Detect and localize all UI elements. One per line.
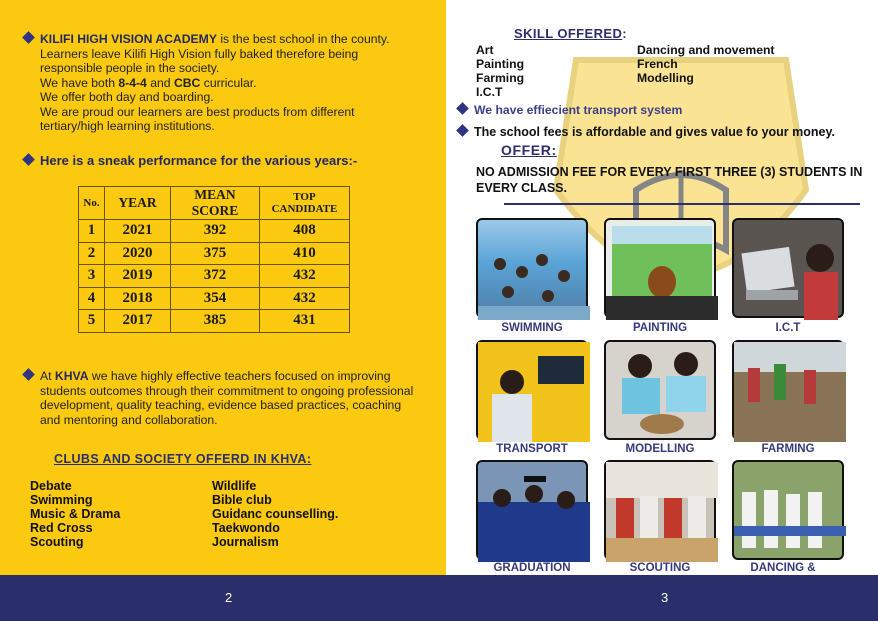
photo-label: I.C.T	[775, 322, 801, 334]
sneak-heading: Here is a sneak performance for the various years:-	[24, 154, 357, 169]
cell-year: 2021	[105, 220, 171, 243]
clubs-list-2	[212, 479, 338, 549]
photo-farming	[732, 340, 844, 440]
list-item: Taekwondo	[212, 521, 280, 535]
table-row	[79, 265, 350, 288]
skills-list-1	[476, 43, 524, 99]
cell-top-candidate: 432	[260, 265, 350, 288]
photo-painting	[604, 218, 716, 318]
cell-mean-score: 392	[171, 220, 260, 243]
cell-no: 5	[79, 310, 105, 333]
page-number-right: 3	[661, 590, 669, 605]
photo-label: TRANSPORT	[496, 443, 568, 455]
photo-graduation	[476, 460, 588, 560]
photo-ict	[732, 218, 844, 318]
table-row	[79, 287, 350, 310]
offer-text: NO ADMISSION FEE FOR EVERY FIRST THREE (3) STUDENTS IN EVERY CLASS.	[476, 165, 863, 195]
photo-label: FARMING	[761, 443, 815, 455]
cell-no: 2	[79, 242, 105, 265]
list-item: Wildlife	[212, 479, 257, 493]
clubs-title: CLUBS AND SOCIETY OFFERD IN KHVA:	[54, 452, 312, 466]
diamond-bullet-icon	[22, 31, 35, 44]
graduation-icon	[478, 462, 590, 562]
farming-icon	[734, 342, 846, 442]
bus-icon	[478, 342, 590, 442]
cell-mean-score: 372	[171, 265, 260, 288]
intro-paragraph	[24, 32, 434, 134]
left-page	[0, 0, 446, 575]
transport-note: We have effiecient transport system	[458, 103, 682, 117]
diamond-bullet-icon	[22, 368, 35, 381]
list-item: Painting	[476, 57, 525, 71]
swimmers-icon	[478, 220, 590, 320]
diamond-bullet-icon	[22, 153, 35, 166]
table-header-row	[79, 187, 350, 220]
skills-list-2	[637, 43, 774, 85]
col-header-top-candidate: TOP CANDIDATE	[260, 187, 350, 220]
cell-year: 2018	[105, 287, 171, 310]
intro-line-4: We have both 8-4-4 and CBC curricular.	[40, 75, 257, 90]
table-row	[79, 220, 350, 243]
laptop-icon	[734, 220, 846, 320]
intro-line-2: Learners leave Kilifi High Vision fully baked therefore being	[40, 46, 359, 61]
list-item: French	[637, 57, 678, 71]
photo-label: GRADUATION	[493, 562, 571, 574]
photo-swimming	[476, 218, 588, 318]
cell-top-candidate: 432	[260, 287, 350, 310]
list-item: Swimming	[30, 493, 93, 507]
intro-line-5: We offer both day and boarding.	[40, 90, 214, 104]
right-page	[446, 0, 878, 575]
col-header-no: No.	[79, 187, 105, 220]
teachers-line-3: development, quality teaching, evidence based practices, coaching	[40, 398, 402, 412]
diamond-bullet-icon	[456, 124, 469, 137]
cell-top-candidate: 408	[260, 220, 350, 243]
painting-icon	[606, 220, 718, 320]
dancing-icon	[734, 462, 846, 562]
cell-year: 2020	[105, 242, 171, 265]
photo-scouting	[604, 460, 716, 560]
offer-title: OFFER:	[501, 142, 557, 158]
cell-year: 2017	[105, 310, 171, 333]
photo-dancing	[732, 460, 844, 560]
cell-no: 3	[79, 265, 105, 288]
fees-note: The school fees is affordable and gives value fo your money.	[458, 125, 835, 139]
table-row	[79, 310, 350, 333]
list-item: Bible club	[212, 493, 272, 507]
cell-top-candidate: 410	[260, 242, 350, 265]
divider	[504, 203, 860, 205]
diamond-bullet-icon	[456, 102, 469, 115]
list-item: Art	[476, 43, 494, 57]
list-item: Red Cross	[30, 521, 93, 535]
teachers-paragraph: At KHVA we have highly effective teachers focused on improving students outcomes through their commitment to ongoing professional development, quality teaching, evidence based practices, coaching and mentoring and collaboration.	[24, 369, 434, 427]
cell-mean-score: 354	[171, 287, 260, 310]
list-item: Farming	[476, 71, 525, 85]
list-item: I.C.T	[476, 85, 503, 99]
performance-table	[78, 186, 350, 333]
intro-line-6: We are proud our learners are best products from different	[40, 104, 355, 119]
modelling-icon	[606, 342, 718, 442]
teachers-line-4: and mentoring and collaboration.	[40, 412, 218, 427]
photo-label: DANCING &	[750, 562, 816, 574]
list-item: Debate	[30, 479, 72, 493]
footer-bar	[0, 575, 878, 621]
list-item: Journalism	[212, 535, 279, 549]
list-item: Modelling	[637, 71, 694, 85]
col-header-mean-score: MEAN SCORE	[171, 187, 260, 220]
list-item: Music & Drama	[30, 507, 121, 521]
skills-title: SKILL OFFERED:	[514, 26, 627, 41]
clubs-list-1	[30, 479, 120, 549]
cell-mean-score: 375	[171, 242, 260, 265]
intro-line-3: responsible people in the society.	[40, 61, 220, 75]
teachers-line-2: students outcomes through their commitment to ongoing professional	[40, 383, 414, 398]
photo-transport	[476, 340, 588, 440]
page-number-left: 2	[225, 590, 233, 605]
photo-label: PAINTING	[632, 322, 688, 334]
cell-top-candidate: 431	[260, 310, 350, 333]
photo-modelling	[604, 340, 716, 440]
cell-no: 1	[79, 220, 105, 243]
school-name: KILIFI HIGH VISION ACADEMY	[40, 32, 217, 46]
photo-label: SWIMMING	[501, 322, 563, 334]
intro-line-7: tertiary/high learning institutions.	[40, 119, 215, 133]
photo-label: MODELLING	[625, 443, 695, 455]
list-item: Scouting	[30, 535, 84, 549]
table-row	[79, 242, 350, 265]
photo-label: SCOUTING	[629, 562, 691, 574]
list-item: Dancing and movement	[637, 43, 775, 57]
col-header-year: YEAR	[105, 187, 171, 220]
scouting-icon	[606, 462, 718, 562]
list-item: Guidanc counselling.	[212, 507, 339, 521]
cell-mean-score: 385	[171, 310, 260, 333]
cell-year: 2019	[105, 265, 171, 288]
khva-abbr: KHVA	[54, 369, 89, 383]
intro-line-1: is the best school in the county.	[216, 32, 390, 46]
cell-no: 4	[79, 287, 105, 310]
